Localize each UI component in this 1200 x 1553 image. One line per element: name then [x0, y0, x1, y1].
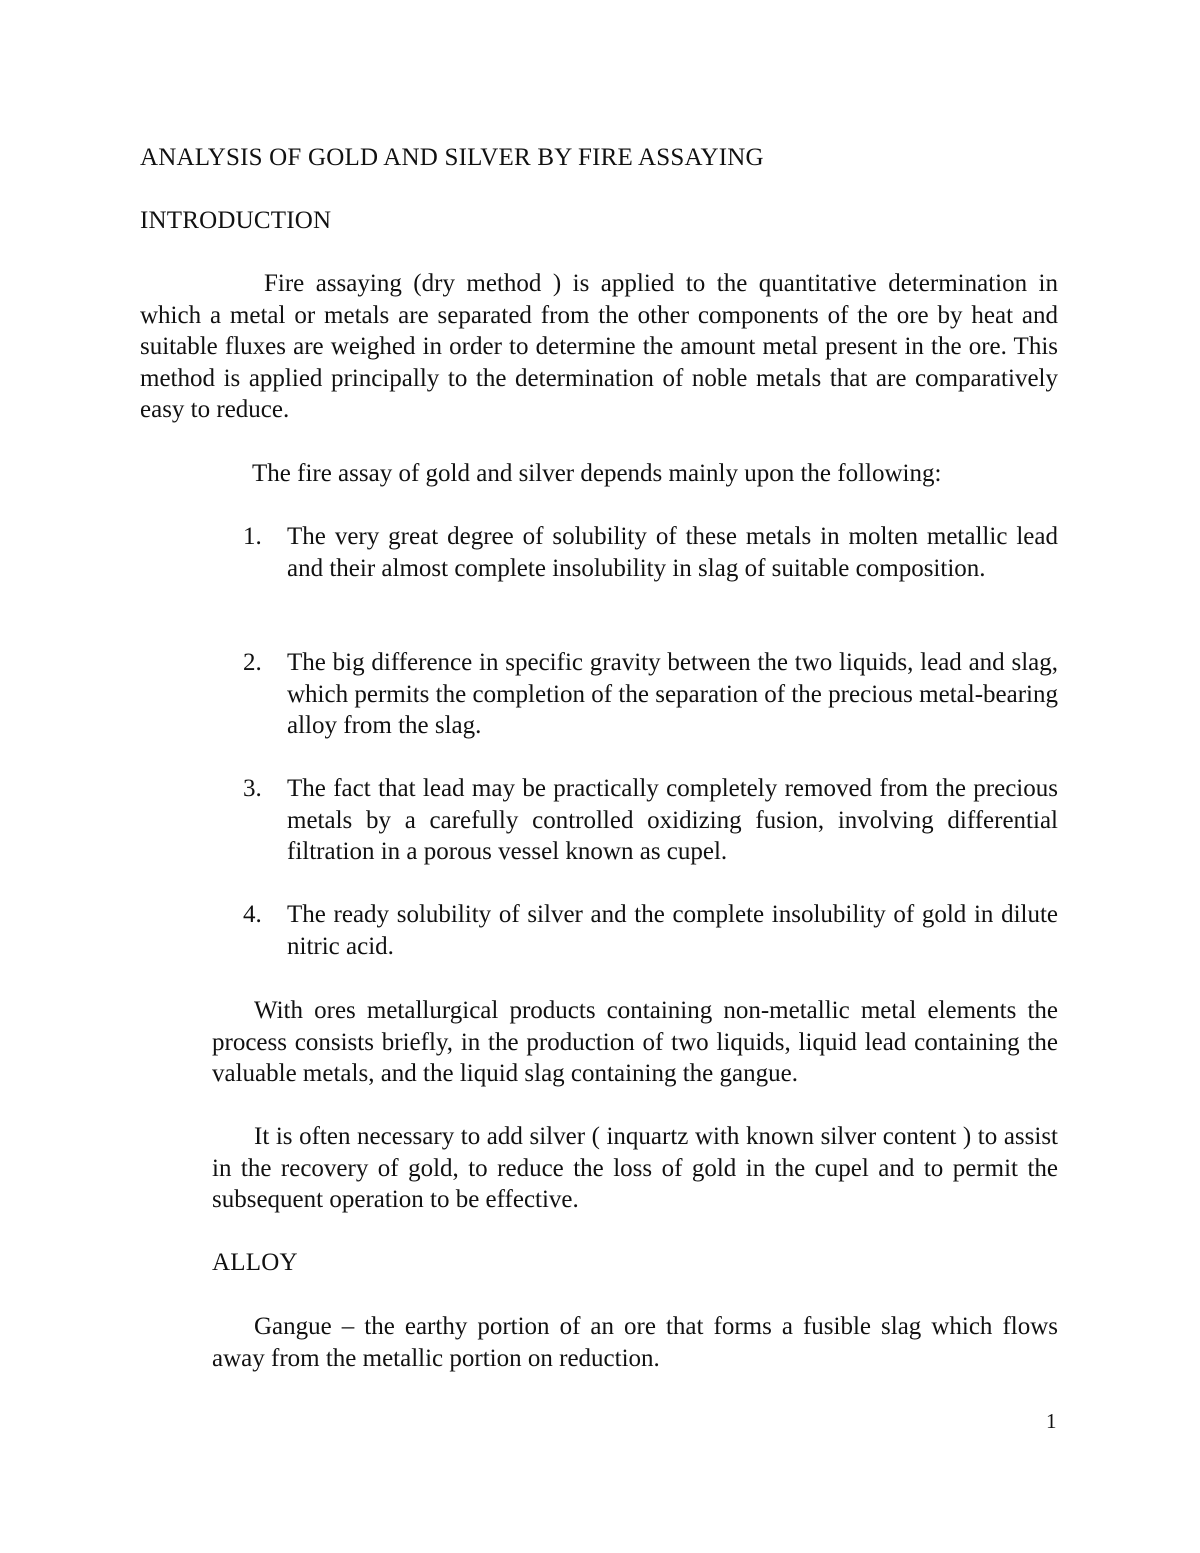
list-item-text: The big difference in specific gravity between the two liquids, lead and slag, which permits the completion of the separation of the precious metal-bearing alloy from the slag. [287, 649, 1058, 739]
document-title: ANALYSIS OF GOLD AND SILVER BY FIRE ASSAYING [140, 144, 764, 171]
list-item-number: 1. [243, 523, 262, 550]
intro-paragraph: Fire assaying (dry method ) is applied to the quantitative determination in which a metal or metals are separated from the other components of the ore by heat and suitable fluxes are weighed in order to determine the amount metal present in the ore. This method is applied principally to the determination of noble metals that are comparatively easy to reduce. [140, 270, 1058, 423]
page-number: 1 [1046, 1409, 1057, 1433]
list-item-number: 2. [243, 649, 262, 676]
silver-paragraph: It is often necessary to add silver ( inquartz with known silver content ) to assist in the recovery of gold, to reduce the loss of gold in the cupel and to permit the subsequent operation to be effective. [212, 1123, 1058, 1213]
introduction-heading: INTRODUCTION [140, 207, 332, 234]
list-item-number: 4. [243, 901, 262, 928]
list-item-text: The very great degree of solubility of these metals in molten metallic lead and their almost complete insolubility in slag of suitable composition. [287, 523, 1058, 582]
ores-paragraph: With ores metallurgical products containing non-metallic metal elements the process consists briefly, in the production of two liquids, liquid lead containing the valuable metals, and the liquid slag containing the gangue. [212, 997, 1058, 1087]
list-item-text: The ready solubility of silver and the complete insolubility of gold in dilute nitric acid. [287, 901, 1058, 960]
list-item-text: The fact that lead may be practically completely removed from the precious metals by a carefully controlled oxidizing fusion, involving differential filtration in a porous vessel known as cupel. [287, 775, 1058, 865]
list-item-number: 3. [243, 775, 262, 802]
gangue-definition: Gangue – the earthy portion of an ore that forms a fusible slag which flows away from the metallic portion on reduction. [212, 1313, 1058, 1372]
list-lead-sentence: The fire assay of gold and silver depends mainly upon the following: [252, 460, 942, 487]
alloy-heading: ALLOY [212, 1249, 298, 1276]
